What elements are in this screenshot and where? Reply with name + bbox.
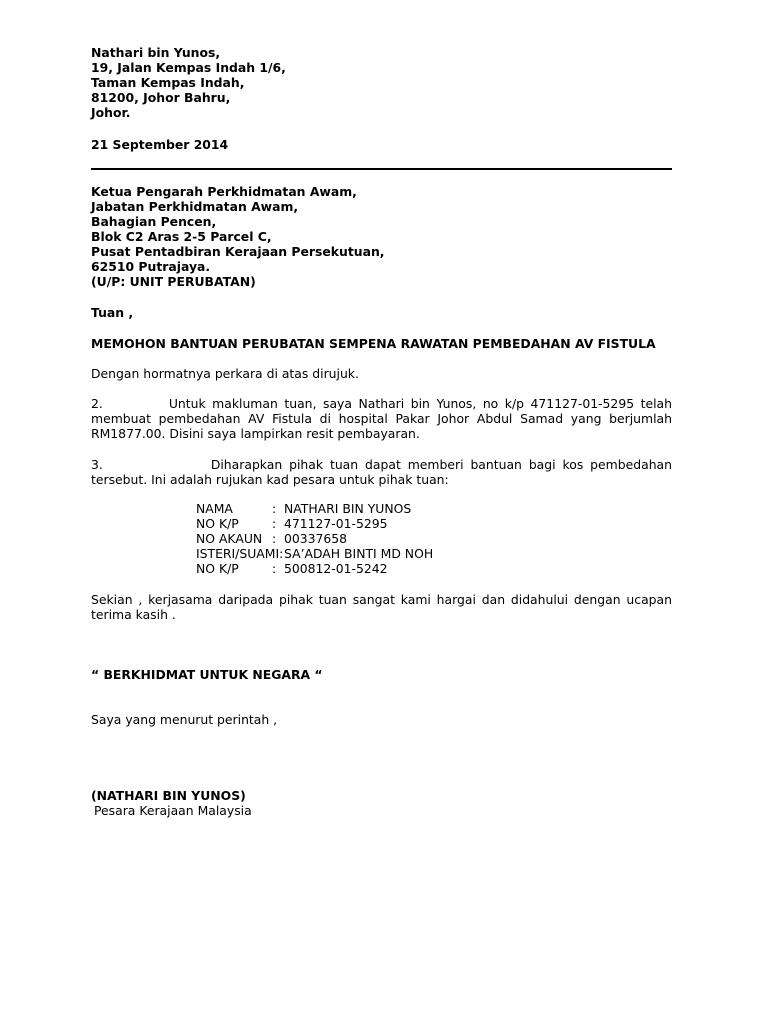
recipient-line: 62510 Putrajaya.	[91, 259, 211, 274]
paragraph-2	[91, 396, 672, 441]
recipient-line: Jabatan Perkhidmatan Awam,	[91, 199, 299, 214]
detail-label: NO K/P	[196, 516, 239, 531]
pensioner-details	[196, 501, 433, 576]
signatory-title: Pesara Kerajaan Malaysia	[94, 803, 252, 818]
salutation: Tuan ,	[91, 305, 134, 320]
signatory-name: (NATHARI BIN YUNOS)	[91, 788, 246, 803]
detail-label: ISTERI/SUAMI:	[196, 546, 284, 561]
detail-value: SA’ADAH BINTI MD NOH	[284, 546, 434, 561]
recipient-line: Bahagian Pencen,	[91, 214, 217, 229]
sender-line: 81200, Johor Bahru,	[91, 90, 231, 105]
detail-row	[196, 501, 433, 516]
recipient-line: Ketua Pengarah Perkhidmatan Awam,	[91, 184, 357, 199]
detail-row	[196, 531, 433, 546]
detail-row	[196, 516, 433, 531]
paragraph-number: 3.	[91, 457, 103, 472]
sender-line: Nathari bin Yunos,	[91, 45, 221, 60]
detail-separator: :	[272, 501, 277, 516]
opening-line: Dengan hormatnya perkara di atas dirujuk.	[91, 366, 359, 381]
detail-separator: :	[272, 531, 277, 546]
subject-line: MEMOHON BANTUAN PERUBATAN SEMPENA RAWATAN PEMBEDAHAN AV FISTULA	[91, 336, 656, 351]
detail-value: 500812-01-5242	[284, 561, 388, 576]
paragraph-text: Diharapkan pihak tuan dapat memberi bantuan bagi kos pembedahan tersebut. Ini adalah rujukan kad pesara untuk pihak tuan:	[91, 457, 672, 487]
recipient-line: (U/P: UNIT PERUBATAN)	[91, 274, 256, 289]
detail-value: NATHARI BIN YUNOS	[284, 501, 412, 516]
sender-address	[91, 45, 672, 120]
signoff: Saya yang menurut perintah ,	[91, 712, 278, 727]
recipient-line: Pusat Pentadbiran Kerajaan Persekutuan,	[91, 244, 385, 259]
detail-label: NO AKAUN	[196, 531, 263, 546]
motto: “ BERKHIDMAT UNTUK NEGARA “	[91, 667, 323, 682]
recipient-line: Blok C2 Aras 2-5 Parcel C,	[91, 229, 272, 244]
sender-line: Johor.	[91, 105, 131, 120]
closing-paragraph: Sekian , kerjasama daripada pihak tuan sangat kami hargai dan didahului dengan ucapan terima kasih .	[91, 592, 672, 622]
recipient-address	[91, 184, 672, 289]
detail-separator: :	[272, 561, 277, 576]
paragraph-number: 2.	[91, 396, 103, 411]
detail-row	[196, 546, 433, 561]
letter-date: 21 September 2014	[91, 137, 229, 152]
detail-label: NO K/P	[196, 561, 239, 576]
paragraph-3	[91, 457, 672, 487]
detail-value: 00337658	[284, 531, 348, 546]
paragraph-text: Untuk makluman tuan, saya Nathari bin Yunos, no k/p 471127-01-5295 telah membuat pembedahan AV Fistula di hospital Pakar Johor Abdul Samad yang berjumlah RM1877.00. Disini saya lampirkan resit pembayaran.	[91, 396, 672, 441]
sender-line: 19, Jalan Kempas Indah 1/6,	[91, 60, 286, 75]
header-divider	[91, 168, 672, 170]
detail-separator: :	[272, 516, 277, 531]
sender-line: Taman Kempas Indah,	[91, 75, 245, 90]
detail-label: NAMA	[196, 501, 233, 516]
detail-row	[196, 561, 433, 576]
detail-value: 471127-01-5295	[284, 516, 388, 531]
